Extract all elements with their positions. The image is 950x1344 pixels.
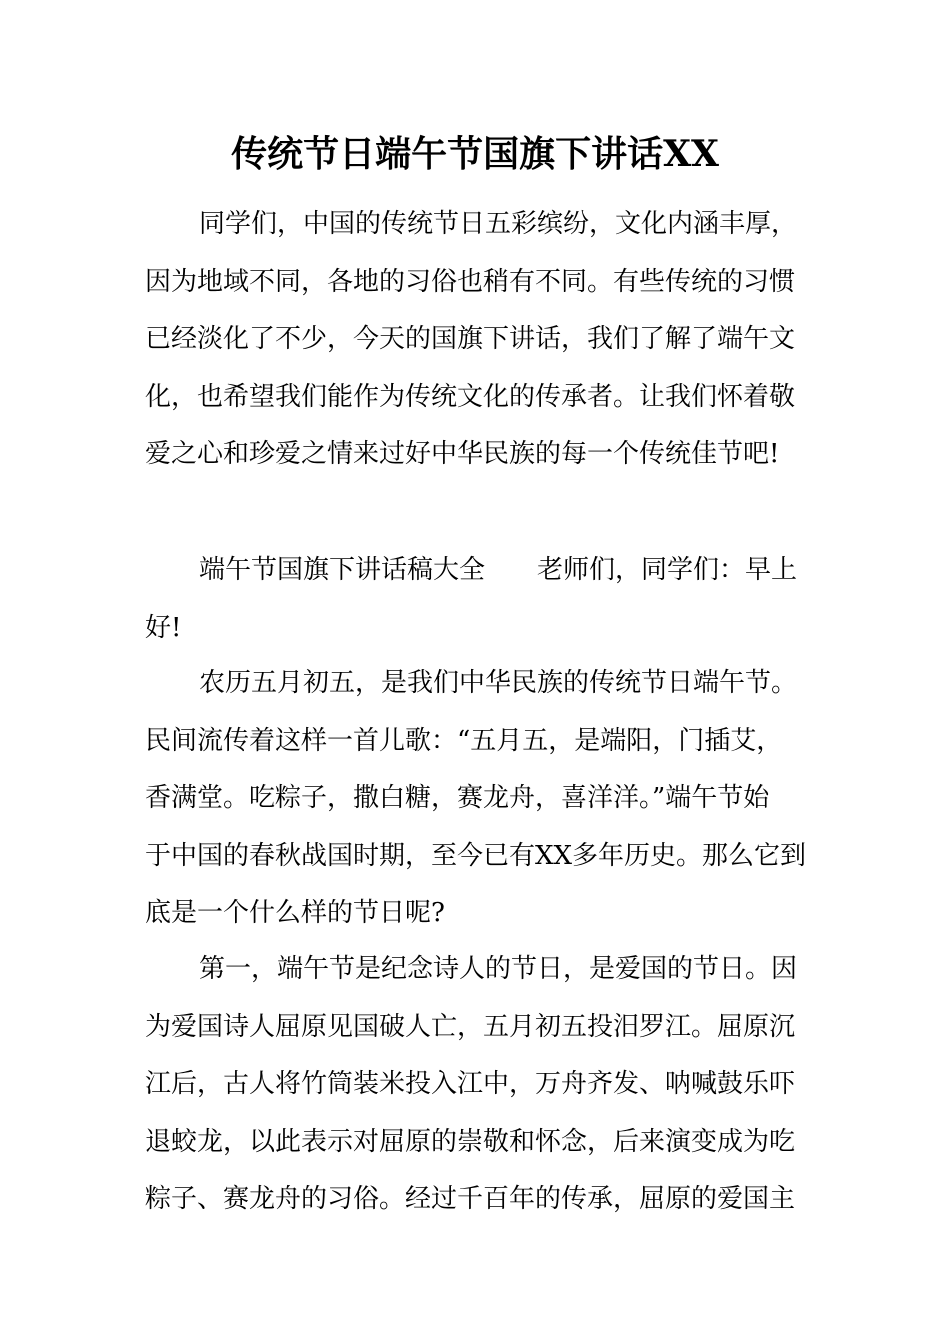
paragraph-line: 因为地域不同，各地的习俗也稍有不同。有些传统的习惯 [145,266,796,297]
paragraph-line: 底是一个什么样的节日呢? [145,898,445,928]
paragraph-2 [145,542,805,657]
paragraph-line: 民间流传着这样一首儿歌：“五月五，是端阳，门插艾， [145,725,783,756]
paragraph-line: 香满堂。吃粽子，撒白糖，赛龙舟，喜洋洋。”端午节始 [145,783,770,813]
paragraph-line: 江后，古人将竹筒装米投入江中，万舟齐发、呐喊鼓乐吓 [145,1069,796,1099]
paragraph-line: 粽子、赛龙舟的习俗。经过千百年的传承，屈原的爱国主 [145,1184,796,1214]
paragraph-line: 农历五月初五，是我们中华民族的传统节日端午节。 [199,668,798,698]
document-title: 传统节日端午节国旗下讲话XX [231,133,719,175]
paragraph-line: 化，也希望我们能作为传统文化的传承者。让我们怀着敬 [145,381,796,412]
paragraph-3 [145,655,805,943]
paragraph-line: 为爱国诗人屈原见国破人亡，五月初五投汨罗江。屈原沉 [145,1011,796,1042]
paragraph-1 [145,196,805,484]
paragraph-line: 退蛟龙，以此表示对屈原的崇敬和怀念，后来演变成为吃 [145,1126,796,1157]
paragraph-line: 同学们，中国的传统节日五彩缤纷，文化内涵丰厚， [199,209,798,239]
paragraph-line: 已经淡化了不少，今天的国旗下讲话，我们了解了端午文 [145,324,796,354]
paragraph-line: 于中国的春秋战国时期，至今已有XX多年历史。那么它到 [145,840,807,871]
paragraph-line: 端午节国旗下讲话稿大全 老师们，同学们：早上 [199,555,798,585]
paragraph-line: 第一，端午节是纪念诗人的节日，是爱国的节日。因 [199,954,798,984]
paragraph-line: 好! [145,612,182,643]
paragraph-4 [145,941,805,1229]
paragraph-line: 爱之心和珍爱之情来过好中华民族的每一个传统佳节吧! [145,439,780,469]
